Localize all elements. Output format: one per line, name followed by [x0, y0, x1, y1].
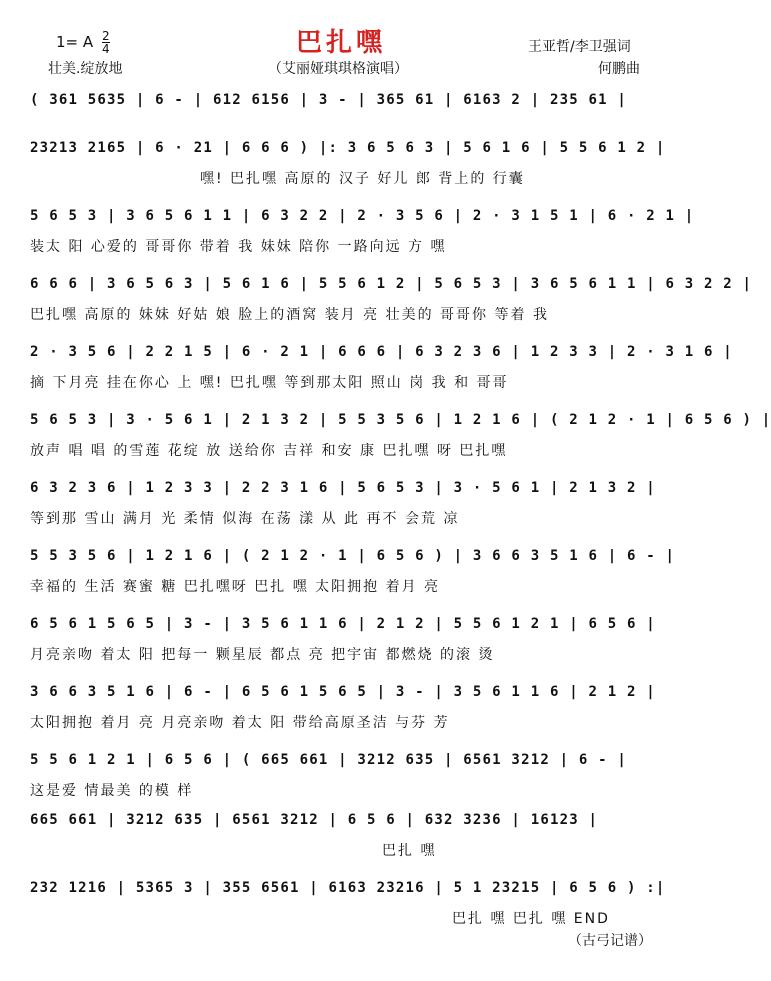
notation-row: 232 1216 | 5365 3 | 355 6561 | 6163 23216 | 5 1 23215 | 6 5 6 ) :|	[30, 880, 666, 896]
lyrics-row: 嘿! 巴扎嘿 高原的 汉子 好儿 郎 背上的 行囊	[200, 171, 525, 187]
key-label: 1= A	[56, 33, 94, 51]
singer-credit: （艾丽娅琪琪格演唱）	[268, 61, 408, 77]
time-signature-top: 2	[101, 29, 110, 43]
notation-row: 5 5 3 5 6 | 1 2 1 6 | ( 2 1 2 · 1 | 6 5 6 ) | 3 6 6 3 5 1 6 | 6 - |	[30, 548, 676, 564]
time-signature	[102, 30, 110, 55]
lyrics-row: 装太 阳 心爱的 哥哥你 带着 我 妹妹 陪你 一路向远 方 嘿	[30, 239, 447, 255]
lyrics-row: 太阳拥抱 着月 亮 月亮亲吻 着太 阳 带给高原圣洁 与芬 芳	[30, 715, 450, 731]
notation-row: 23213 2165 | 6 · 21 | 6 6 6 ) |: 3 6 5 6 3 | 5 6 1 6 | 5 5 6 1 2 |	[30, 140, 666, 156]
notation-row: 6 5 6 1 5 6 5 | 3 - | 3 5 6 1 1 6 | 2 1 2 | 5 5 6 1 2 1 | 6 5 6 |	[30, 616, 656, 632]
notation-row: 5 6 5 3 | 3 6 5 6 1 1 | 6 3 2 2 | 2 · 3 5 6 | 2 · 3 1 5 1 | 6 · 2 1 |	[30, 208, 695, 224]
key-signature	[56, 30, 110, 55]
lyrics-row: 巴扎 嘿	[382, 843, 437, 859]
tempo-marking: 壮美.绽放地	[48, 61, 123, 77]
notation-row: 6 3 2 3 6 | 1 2 3 3 | 2 2 3 1 6 | 5 6 5 3 | 3 · 5 6 1 | 2 1 3 2 |	[30, 480, 656, 496]
composer-credit: 何鹏曲	[598, 61, 640, 77]
lyrics-row: 巴扎 嘿 巴扎 嘿 END	[452, 911, 610, 927]
notation-row: 665 661 | 3212 635 | 6561 3212 | 6 5 6 | 632 3236 | 16123 |	[30, 812, 599, 828]
notation-row: 3 6 6 3 5 1 6 | 6 - | 6 5 6 1 5 6 5 | 3 - | 3 5 6 1 1 6 | 2 1 2 |	[30, 684, 656, 700]
notation-row: 5 5 6 1 2 1 | 6 5 6 | ( 665 661 | 3212 635 | 6561 3212 | 6 - |	[30, 752, 627, 768]
notation-row: ( 361 5635 | 6 - | 612 6156 | 3 - | 365 61 | 6163 2 | 235 61 |	[30, 92, 627, 108]
song-title: 巴扎嘿	[296, 28, 387, 58]
time-signature-bottom: 4	[101, 42, 110, 56]
notation-row: 2 · 3 5 6 | 2 2 1 5 | 6 · 2 1 | 6 6 6 | 6 3 2 3 6 | 1 2 3 3 | 2 · 3 1 6 |	[30, 344, 733, 360]
lyrics-row: 等到那 雪山 满月 光 柔情 似海 在荡 漾 从 此 再不 会荒 凉	[30, 511, 460, 527]
lyrics-row: 幸福的 生活 赛蜜 糖 巴扎嘿呀 巴扎 嘿 太阳拥抱 着月 亮	[30, 579, 441, 595]
lyrics-row: 摘 下月亮 挂在你心 上 嘿! 巴扎嘿 等到那太阳 照山 岗 我 和 哥哥	[30, 375, 509, 391]
lyrics-row: 巴扎嘿 高原的 妹妹 好姑 娘 脸上的酒窝 装月 亮 壮美的 哥哥你 等着 我	[30, 307, 549, 323]
lyrics-row: 这是爱 情最美 的模 样	[30, 783, 194, 799]
lyricist-credit: 王亚哲/李卫强词	[528, 39, 631, 55]
transcriber-credit: （古弓记谱）	[568, 933, 652, 949]
notation-row: 5 6 5 3 | 3 · 5 6 1 | 2 1 3 2 | 5 5 3 5 6 | 1 2 1 6 | ( 2 1 2 · 1 | 6 5 6 ) |	[30, 412, 771, 428]
lyrics-row: 放声 唱 唱 的雪莲 花绽 放 送给你 吉祥 和安 康 巴扎嘿 呀 巴扎嘿	[30, 443, 508, 459]
notation-row: 6 6 6 | 3 6 5 6 3 | 5 6 1 6 | 5 5 6 1 2 | 5 6 5 3 | 3 6 5 6 1 1 | 6 3 2 2 |	[30, 276, 753, 292]
lyrics-row: 月亮亲吻 着太 阳 把每一 颗星辰 都点 亮 把宇宙 都燃烧 的滚 烫	[30, 647, 495, 663]
